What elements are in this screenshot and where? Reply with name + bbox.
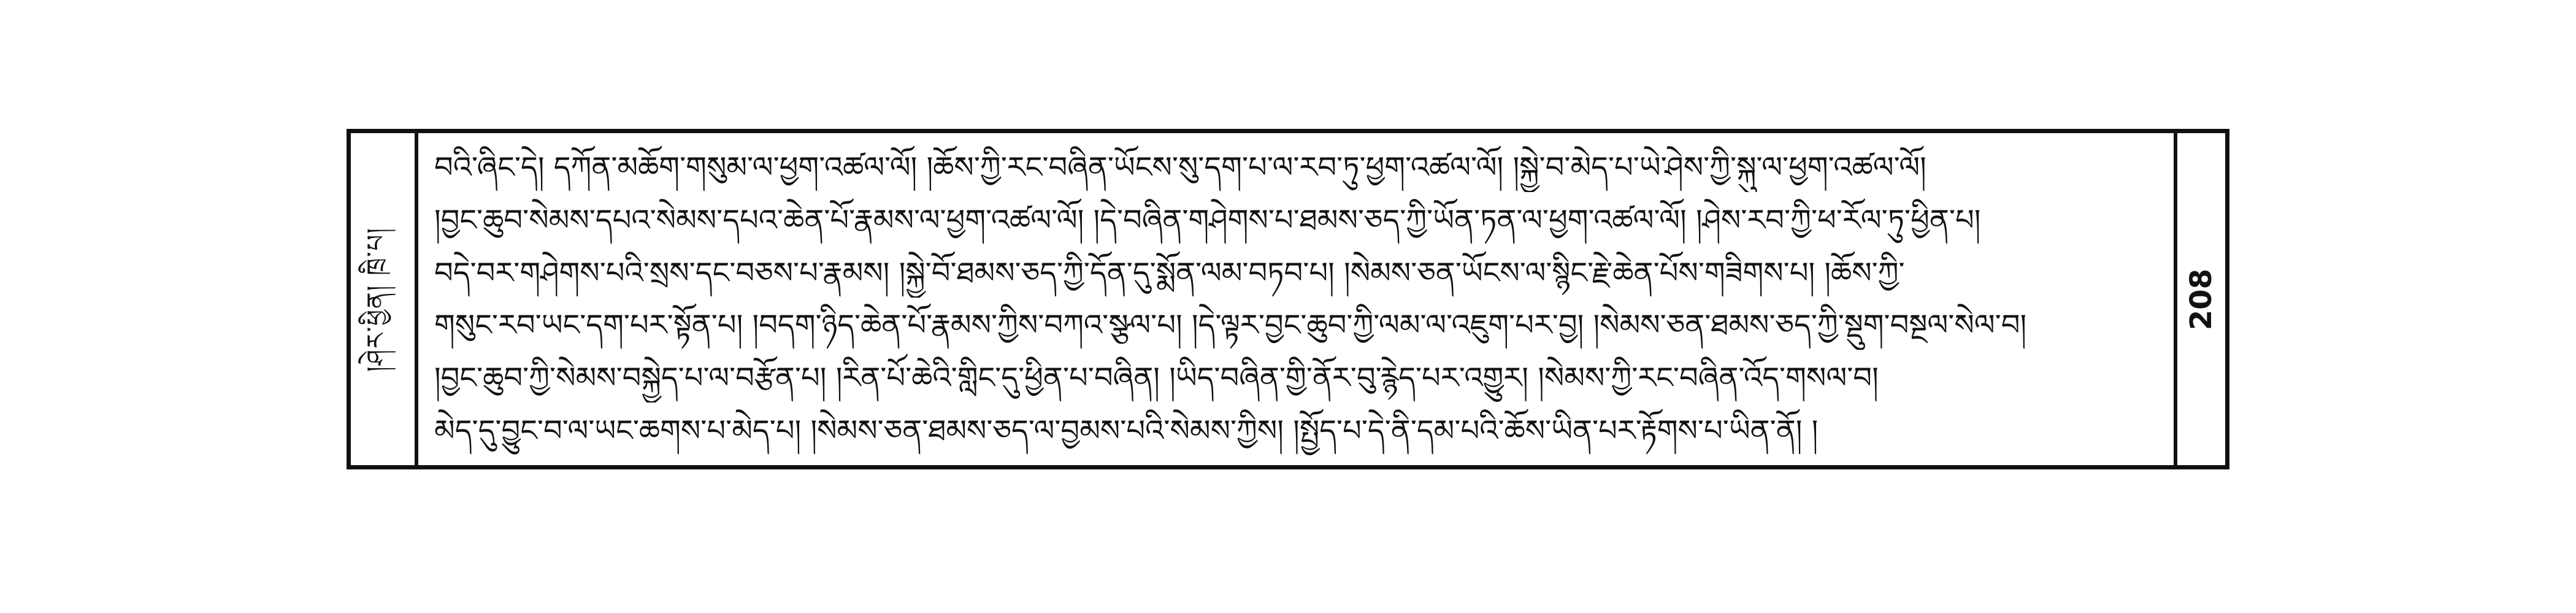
pecha-folio: [347, 129, 2229, 469]
text-line-6: མེད་དུ་བྱུང་བ་ལ་ཡང་ཆགས་པ་མེད་པ། །སེམས་ཅན་ཐམས་ཅད་ལ་བྱམས་པའི་སེམས་ཀྱིས། །སྤྱོད་པ་དེ་ནི་དམ་པའི་ཆོས་ཡིན་པར་རྟོགས་པ་ཡིན་ནོ། །: [434, 413, 1819, 448]
text-line-4: གསུང་རབ་ཡང་དག་པར་སྟོན་པ། །བདག་ཉིད་ཆེན་པོ་རྣམས་ཀྱིས་བཀའ་སྩལ་པ། །དེ་ལྟར་བྱང་ཆུབ་ཀྱི་ལམ་ལ་འཇུག་པར་བྱ། །སེམས་ཅན་ཐམས་ཅད་ཀྱི་སྡུག་བསྔལ་སེལ་བ།: [434, 308, 2027, 343]
text-line-2: །བྱང་ཆུབ་སེམས་དཔའ་སེམས་དཔའ་ཆེན་པོ་རྣམས་ལ་ཕྱག་འཚལ་ལོ། །དེ་བཞིན་གཤེགས་པ་ཐམས་ཅད་ཀྱི་ཡོན་ཏན་ལ་ཕྱག་འཚལ་ལོ། །ཤེས་རབ་ཀྱི་ཕ་རོལ་ཏུ་ཕྱིན་པ།: [434, 202, 1981, 237]
margin-title: །ཤེར་ཕྱིན། ཁྲི་པ།: [362, 226, 391, 372]
page-number-panel: [2174, 133, 2225, 465]
text-line-5: །བྱང་ཆུབ་ཀྱི་སེམས་བསྐྱེད་པ་ལ་བརྩོན་པ། །རིན་པོ་ཆེའི་གླིང་དུ་ཕྱིན་པ་བཞིན། །ཡིད་བཞིན་གྱི་ནོར་བུ་རྙེད་པར་འགྱུར། །སེམས་ཀྱི་རང་བཞིན་འོད་གསལ་བ།: [434, 361, 1879, 396]
page-number: 208: [2184, 268, 2218, 330]
text-line-3: བདེ་བར་གཤེགས་པའི་སྲས་དང་བཅས་པ་རྣམས། །སྐྱེ་བོ་ཐམས་ཅད་ཀྱི་དོན་དུ་སྨོན་ལམ་བཏབ་པ། །སེམས་ཅན་ཡོངས་ལ་སྙིང་རྗེ་ཆེན་པོས་གཟིགས་པ། །ཆོས་ཀྱི་: [434, 255, 1905, 290]
text-block: [418, 141, 2174, 458]
text-line-1: བའི་ཞིང་དེ། དཀོན་མཆོག་གསུམ་ལ་ཕྱག་འཚལ་ལོ། །ཆོས་ཀྱི་རང་བཞིན་ཡོངས་སུ་དག་པ་ལ་རབ་ཏུ་ཕྱག་འཚལ་ལོ། །སྐྱེ་བ་མེད་པ་ཡེ་ཤེས་ཀྱི་སྐུ་ལ་ཕྱག་འཚལ་ལོ།: [434, 150, 1926, 185]
margin-title-panel: [351, 133, 418, 465]
